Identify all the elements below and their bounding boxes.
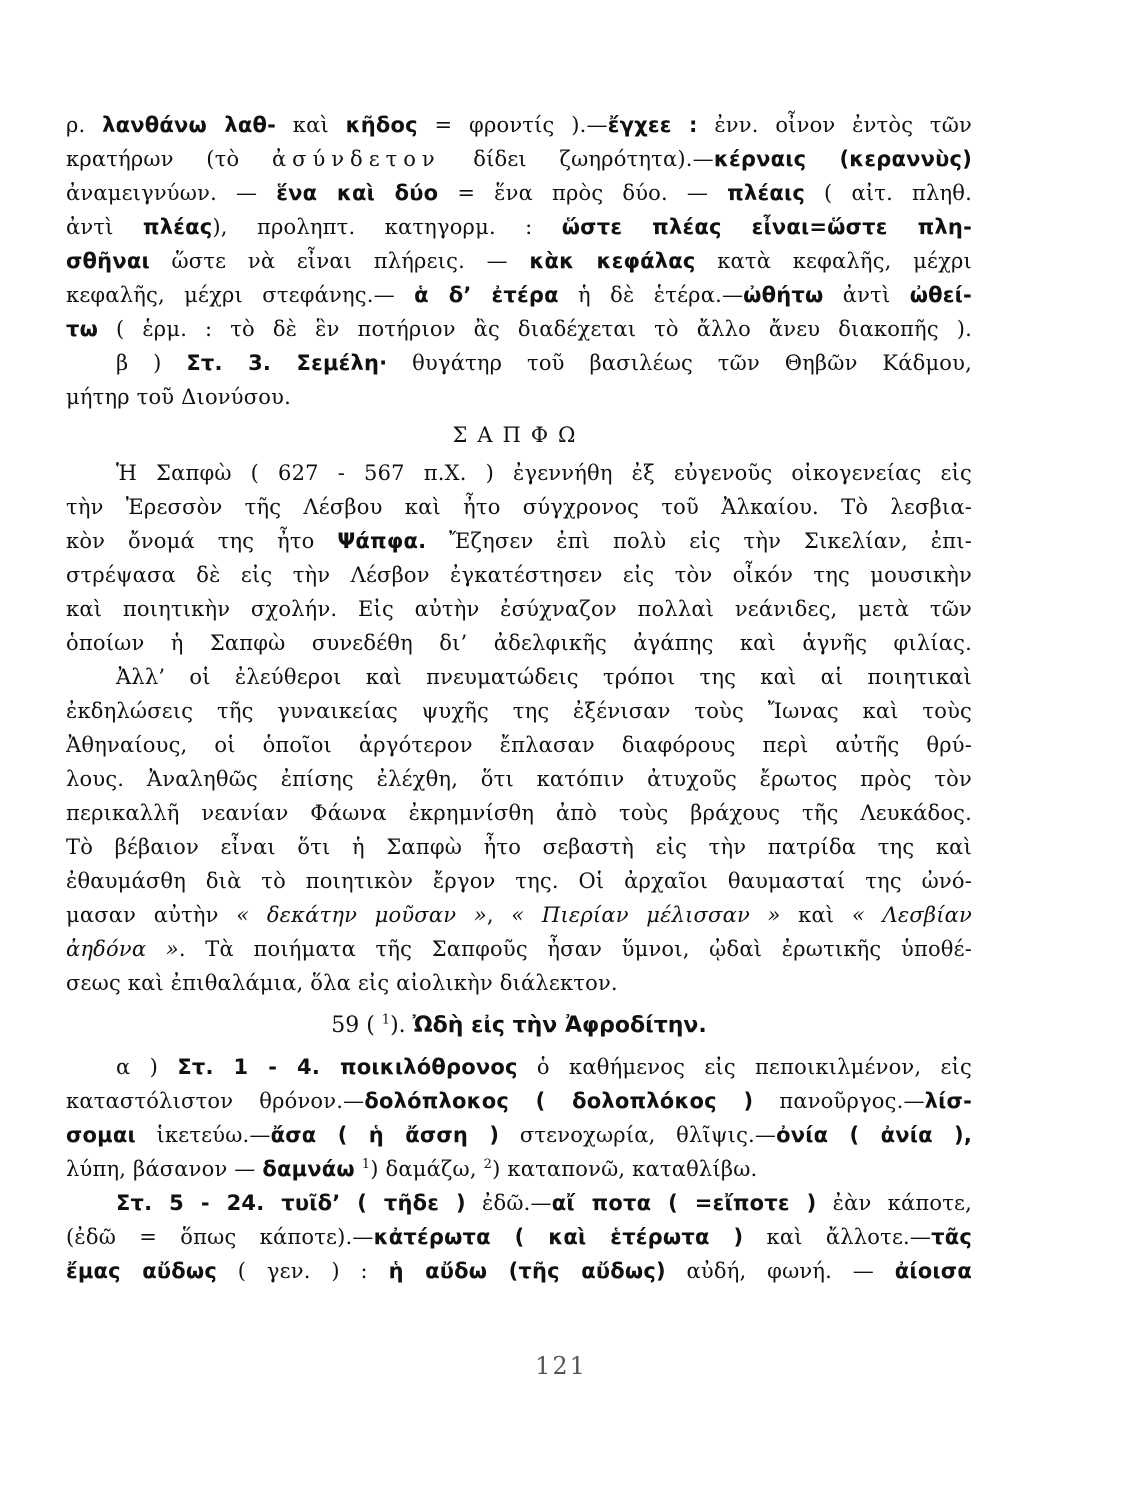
bold-term: δαμνάω: [262, 1157, 355, 1181]
text-line: [66, 660, 972, 694]
text-segment: (ἐδῶ = ὅπως κάποτε).—: [66, 1225, 374, 1249]
text-segment: ἀντὶ: [66, 215, 143, 239]
text-line: [66, 558, 972, 592]
ode-title: [66, 1006, 972, 1046]
text-line: [66, 694, 972, 728]
text-segment: κατὰ κεφαλῆς, μέχρι: [695, 249, 972, 273]
text-segment: περικαλλῆ νεανίαν Φάωνα ἐκρημνίσθη ἀπὸ τοὺς βράχους τῆς Λευκάδος.: [66, 801, 972, 825]
bold-term: ὥστε πλέας εἶναι=ὥστε πλη-: [561, 215, 972, 239]
text-segment: ).: [390, 1013, 413, 1038]
text-line: [66, 490, 972, 524]
text-line: [66, 1118, 972, 1152]
bold-term: κῆδος: [345, 113, 418, 137]
text-segment: ,: [486, 903, 512, 927]
bold-term: λανθάνω λαθ-: [102, 113, 277, 137]
bold-term: πλέαις: [727, 181, 805, 205]
text-line: [66, 1254, 972, 1288]
bold-term: αἴ ποτα ( =εἴποτε ): [551, 1191, 817, 1215]
italic-phrase: ἀηδόνα »: [66, 937, 179, 961]
text-segment: αὐδή, φωνή. —: [665, 1259, 895, 1283]
text-segment: θυγάτηρ τοῦ βασιλέως τῶν Θηβῶν Κάδμου,: [387, 351, 972, 375]
text-segment: ἱκετεύω.—: [135, 1123, 271, 1147]
text-segment: α ): [116, 1055, 178, 1079]
text-segment: ἀναμειγνύων. —: [66, 181, 277, 205]
text-segment: μήτηρ τοῦ Διονύσου.: [66, 385, 291, 409]
text-line: [66, 932, 972, 966]
sappho-biography: [66, 456, 972, 1000]
text-segment: κεφαλῆς, μέχρι στεφάνης.—: [66, 283, 415, 307]
text-line: [66, 1186, 972, 1220]
text-line: [66, 142, 972, 176]
text-segment: ἐθαυμάσθη διὰ τὸ ποιητικὸν ἔργον της. Οἱ ἀρχαῖοι θαυμασταί της ὠνό-: [66, 869, 972, 893]
text-segment: ὥστε νὰ εἶναι πλήρεις. —: [149, 249, 530, 273]
text-segment: ὁποίων ἡ Σαπφὼ συνεδέθη δι’ ἀδελφικῆς ἀγάπης καὶ ἁγνῆς φιλίας.: [66, 631, 972, 655]
text-line: [66, 176, 972, 210]
text-segment: κὸν ὄνομά της ἦτο: [66, 529, 338, 553]
text-segment: στενοχωρία, θλῖψις.—: [499, 1123, 777, 1147]
bold-term: Στ. 3. Σεμέλη·: [186, 351, 388, 375]
italic-phrase: « δεκάτην μοῦσαν »: [236, 903, 487, 927]
bold-term: ἡ αὔδω (τῆς αὔδως): [388, 1259, 666, 1283]
text-line: [66, 1084, 972, 1118]
bold-term: Ψάπφα.: [337, 529, 427, 553]
bold-term: σομαι: [66, 1123, 136, 1147]
text-line: [66, 966, 972, 1000]
text-segment: μασαν αὐτὴν: [66, 903, 237, 927]
bold-term: ἕνα καὶ δύο: [276, 181, 439, 205]
text-segment: καταστόλιστον θρόνον.—: [66, 1089, 365, 1113]
text-segment: 2: [483, 1157, 493, 1172]
text-segment: Ἀλλ’ οἱ ἐλεύθεροι καὶ πνευματώδεις τρόποι της καὶ αἱ ποιητικαὶ: [116, 665, 972, 689]
text-segment: ) δαμάζω,: [370, 1157, 484, 1181]
text-segment: [355, 1157, 362, 1181]
text-segment: ἐκδηλώσεις τῆς γυναικείας ψυχῆς της ἐξένισαν τοὺς Ἴωνας καὶ τοὺς: [66, 699, 972, 723]
bold-term: δολόπλοκος ( δολοπλόκος ): [364, 1089, 754, 1113]
text-segment: ρ.: [66, 113, 103, 137]
text-line: [66, 278, 972, 312]
text-segment: στρέψασα δὲ εἰς τὴν Λέσβον ἐγκατέστησεν εἰς τὸν οἶκόν της μουσικὴν: [66, 563, 972, 587]
text-line: [66, 626, 972, 660]
text-segment: ὁ καθήμενος εἰς πεποικιλμένον, εἰς: [517, 1055, 972, 1079]
text-segment: ἐὰν κάποτε,: [816, 1191, 972, 1215]
text-line: [66, 346, 972, 380]
text-line: [66, 1152, 972, 1186]
bold-term: ἔμας αὔδως: [66, 1259, 217, 1283]
text-segment: καὶ ἄλλοτε.—: [743, 1225, 932, 1249]
bold-term: τᾶς: [931, 1225, 972, 1249]
text-segment: δίδει ζωηρότητα).—: [440, 147, 714, 171]
bold-term: ἄσα ( ἡ ἄσση ): [270, 1123, 500, 1147]
bold-term: ἀίοισα: [894, 1259, 972, 1283]
text-segment: 1: [381, 1012, 391, 1028]
text-line: [66, 898, 972, 932]
text-segment: = ἕνα πρὸς δύο. —: [438, 181, 728, 205]
text-line: [66, 312, 972, 346]
text-segment: ἐδῶ.—: [465, 1191, 552, 1215]
italic-phrase: « Λεσβίαν: [851, 903, 972, 927]
text-line: [66, 1050, 972, 1084]
text-segment: ἐνν. οἶνον ἐντὸς τῶν: [697, 113, 972, 137]
text-line: [66, 728, 972, 762]
text-line: [66, 210, 972, 244]
page-number: 121: [535, 1352, 587, 1380]
bold-term: Στ. 1 - 4. ποικιλόθρονος: [177, 1055, 518, 1079]
bold-term: Στ. 5 - 24. τυῖδ’ ( τῆδε ): [116, 1191, 466, 1215]
bold-term: ὠθεί-: [909, 283, 972, 307]
text-line: [66, 108, 972, 142]
text-line: [66, 864, 972, 898]
text-segment: λους. Ἀναληθῶς ἐπίσης ἐλέχθη, ὅτι κατόπιν ἀτυχοῦς ἔρωτος πρὸς τὸν: [66, 767, 972, 791]
text-segment: τὴν Ἐρεσσὸν τῆς Λέσβου καὶ ἦτο σύγχρονος τοῦ Ἀλκαίου. Τὸ λεσβια-: [66, 495, 972, 519]
text-line: [66, 244, 972, 278]
text-line: [66, 796, 972, 830]
text-line: [66, 1220, 972, 1254]
bold-term: πλέας: [142, 215, 213, 239]
text-segment: ), προληπτ. κατηγορμ. :: [212, 215, 562, 239]
text-segment: πανοῦργος.—: [753, 1089, 925, 1113]
text-segment: Τὸ βέβαιον εἶναι ὅτι ἡ Σαπφὼ ἦτο σεβαστὴ εἰς τὴν πατρίδα της καὶ: [66, 835, 972, 859]
bold-term: ὀνία ( ἀνία ),: [776, 1123, 972, 1147]
bold-term: κέρναις (κεραννὺς): [713, 147, 972, 171]
text-segment: ( ἑρμ. : τὸ δὲ ἓν ποτήριον ἂς διαδέχεται τὸ ἄλλο ἄνευ διακοπῆς ).: [98, 317, 972, 341]
italic-phrase: « Πιερίαν μέλισσαν »: [511, 903, 781, 927]
text-segment: 1: [361, 1157, 371, 1172]
text-segment: ἀντὶ: [823, 283, 910, 307]
text-segment: καὶ: [780, 903, 852, 927]
text-segment: καὶ: [276, 113, 346, 137]
bold-term: κἀτέρωτα ( καὶ ἑτέρωτα ): [373, 1225, 744, 1249]
section-heading: ΣΑΠΦΩ: [452, 423, 586, 447]
text-segment: Ἀθηναίους, οἱ ὁποῖοι ἀργότερον ἔπλασαν διαφόρους περὶ αὐτῆς θρύ-: [66, 733, 972, 757]
bold-term: κὰκ κεφάλας: [529, 249, 696, 273]
text-line: [66, 592, 972, 626]
bold-term: ἁ δ’ ἐτέρα: [414, 283, 559, 307]
text-segment: ( αἰτ. πληθ.: [805, 181, 972, 205]
bold-term: σθῆναι: [66, 249, 150, 273]
text-segment: = φροντίς ).—: [417, 113, 608, 137]
text-segment: λύπη, βάσανον —: [66, 1157, 263, 1181]
bold-term: ὠθήτω: [743, 283, 824, 307]
text-segment: . Τὰ ποιήματα τῆς Σαπφοῦς ἦσαν ὕμνοι, ᾠδαὶ ἐρωτικῆς ὑποθέ-: [178, 937, 972, 961]
bold-term: Ὠδὴ εἰς τὴν Ἀφροδίτην.: [412, 1013, 707, 1038]
bold-term: ἔγχεε :: [607, 113, 698, 137]
text-line: [66, 456, 972, 490]
text-segment: Ἡ Σαπφὼ ( 627 - 567 π.Χ. ) ἐγεννήθη ἐξ εὐγενοῦς οἰκογενείας εἰς: [116, 461, 972, 485]
text-segment: ἡ δὲ ἑτέρα.—: [558, 283, 744, 307]
text-segment: β ): [116, 351, 187, 375]
text-segment: Ἔζησεν ἐπὶ πολὺ εἰς τὴν Σικελίαν, ἐπι-: [426, 529, 972, 553]
text-line: [66, 524, 972, 558]
text-segment: κρατήρων (τὸ: [66, 147, 272, 171]
text-line: [66, 830, 972, 864]
bold-term: λίσ-: [924, 1089, 972, 1113]
ode-commentary-block: [66, 1050, 972, 1288]
text-segment: ) καταπονῶ, καταθλίβω.: [492, 1157, 758, 1181]
text-segment: σεως καὶ ἐπιθαλάμια, ὅλα εἰς αἰολικὴν διάλεκτον.: [66, 971, 618, 995]
text-segment: 59 (: [331, 1013, 382, 1038]
text-segment: καὶ ποιητικὴν σχολήν. Εἰς αὐτὴν ἐσύχναζον πολλαὶ νεάνιδες, μετὰ τῶν: [66, 597, 972, 621]
bold-term: τω: [66, 317, 99, 341]
text-segment: ( γεν. ) :: [216, 1259, 389, 1283]
text-line: [66, 380, 972, 414]
text-line: [66, 762, 972, 796]
text-segment: ἀσύνδετον: [272, 147, 441, 171]
commentary-block: [66, 108, 972, 414]
